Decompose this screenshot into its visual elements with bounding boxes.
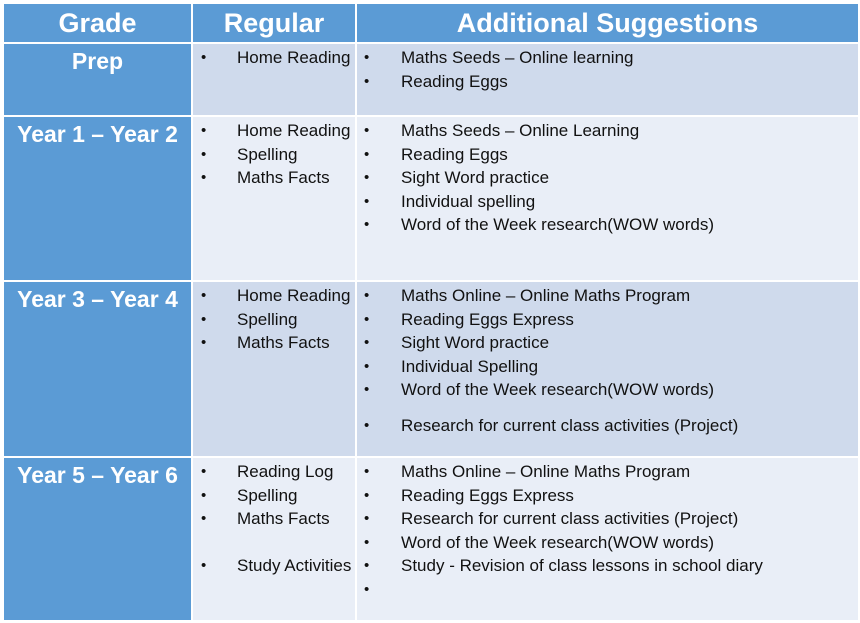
homework-table <box>2 2 860 622</box>
regular-list <box>193 284 355 355</box>
list-item: • Individual Spelling <box>357 355 858 379</box>
table-row <box>3 43 859 116</box>
list-item: • Spelling <box>193 308 355 332</box>
list-item: • Maths Facts <box>193 507 355 531</box>
bullet-icon: • <box>364 557 370 574</box>
table-row <box>3 457 859 621</box>
list-item: • Spelling <box>193 484 355 508</box>
bullet-icon: • <box>201 334 207 351</box>
regular-list <box>193 119 355 190</box>
regular-cell <box>192 281 356 457</box>
bullet-icon: • <box>364 310 370 328</box>
list-item: • Sight Word practice <box>357 166 858 190</box>
bullet-icon: • <box>364 486 370 504</box>
additional-cell <box>356 457 859 621</box>
regular-cell <box>192 457 356 621</box>
additional-cell <box>356 281 859 457</box>
list-item: • Word of the Week research(WOW words) <box>357 378 858 402</box>
header-additional: Additional Suggestions <box>356 3 859 43</box>
bullet-icon: • <box>364 416 370 434</box>
list-item: • Word of the Week research(WOW words) <box>357 213 858 237</box>
bullet-icon: • <box>364 122 370 139</box>
list-item: • Reading Eggs <box>357 70 858 94</box>
bullet-icon: • <box>201 510 207 527</box>
list-item: • Reading Log <box>193 460 355 484</box>
header-regular: Regular <box>192 3 356 43</box>
bullet-icon: • <box>364 49 370 66</box>
bullet-icon: • <box>364 334 370 351</box>
list-item: • Maths Seeds – Online Learning <box>357 119 858 143</box>
bullet-icon: • <box>364 287 370 304</box>
additional-cell <box>356 116 859 281</box>
list-item: • Study Activities <box>193 554 355 578</box>
bullet-icon: • <box>201 49 207 66</box>
bullet-icon: • <box>201 310 207 328</box>
regular-list <box>193 46 355 70</box>
bullet-icon: • <box>364 192 370 210</box>
list-item: • Home Reading <box>193 119 355 143</box>
header-grade: Grade <box>3 3 192 43</box>
bullet-icon: • <box>364 463 370 480</box>
list-item: • Maths Online – Online Maths Program <box>357 460 858 484</box>
grade-cell: Year 3 – Year 4 <box>3 281 192 457</box>
list-item: • Word of the Week research(WOW words) <box>357 531 858 555</box>
additional-list <box>357 460 858 598</box>
list-item: • Maths Facts <box>193 331 355 355</box>
bullet-icon: • <box>364 145 370 163</box>
list-item: • Individual spelling <box>357 190 858 214</box>
bullet-icon: • <box>364 510 370 527</box>
bullet-icon: • <box>364 169 370 186</box>
list-item: • Research for current class activities (Project) <box>357 507 858 531</box>
list-item: • Reading Eggs Express <box>357 308 858 332</box>
bullet-icon: • <box>201 463 207 480</box>
bullet-icon: • <box>364 381 370 398</box>
list-item: • Home Reading <box>193 46 355 70</box>
list-item: • Research for current class activities (Project) <box>357 414 858 438</box>
bullet-icon: • <box>364 216 370 233</box>
grade-cell: Year 5 – Year 6 <box>3 457 192 621</box>
list-item: • Home Reading <box>193 284 355 308</box>
bullet-icon: • <box>364 533 370 551</box>
regular-cell <box>192 43 356 116</box>
additional-cell <box>356 43 859 116</box>
grade-cell: Prep <box>3 43 192 116</box>
list-item: • Spelling <box>193 143 355 167</box>
regular-list <box>193 460 355 577</box>
bullet-icon: • <box>201 287 207 304</box>
additional-list <box>357 284 858 437</box>
bullet-icon: • <box>201 122 207 139</box>
list-item: • Reading Eggs Express <box>357 484 858 508</box>
table-row <box>3 116 859 281</box>
list-item: • Study - Revision of class lessons in school diary <box>357 554 858 578</box>
bullet-icon: • <box>364 580 370 598</box>
grade-cell: Year 1 – Year 2 <box>3 116 192 281</box>
additional-list <box>357 119 858 237</box>
list-item: • Maths Facts <box>193 166 355 190</box>
list-item: • Reading Eggs <box>357 143 858 167</box>
list-item: • Sight Word practice <box>357 331 858 355</box>
list-item: • Maths Seeds – Online learning <box>357 46 858 70</box>
table-row <box>3 281 859 457</box>
bullet-icon: • <box>201 556 207 574</box>
list-item: • Maths Online – Online Maths Program <box>357 284 858 308</box>
bullet-icon: • <box>201 486 207 504</box>
bullet-icon: • <box>364 72 370 90</box>
regular-cell <box>192 116 356 281</box>
additional-list <box>357 46 858 93</box>
bullet-icon: • <box>201 169 207 186</box>
bullet-icon: • <box>364 357 370 375</box>
header-row <box>3 3 859 43</box>
bullet-icon: • <box>201 145 207 163</box>
